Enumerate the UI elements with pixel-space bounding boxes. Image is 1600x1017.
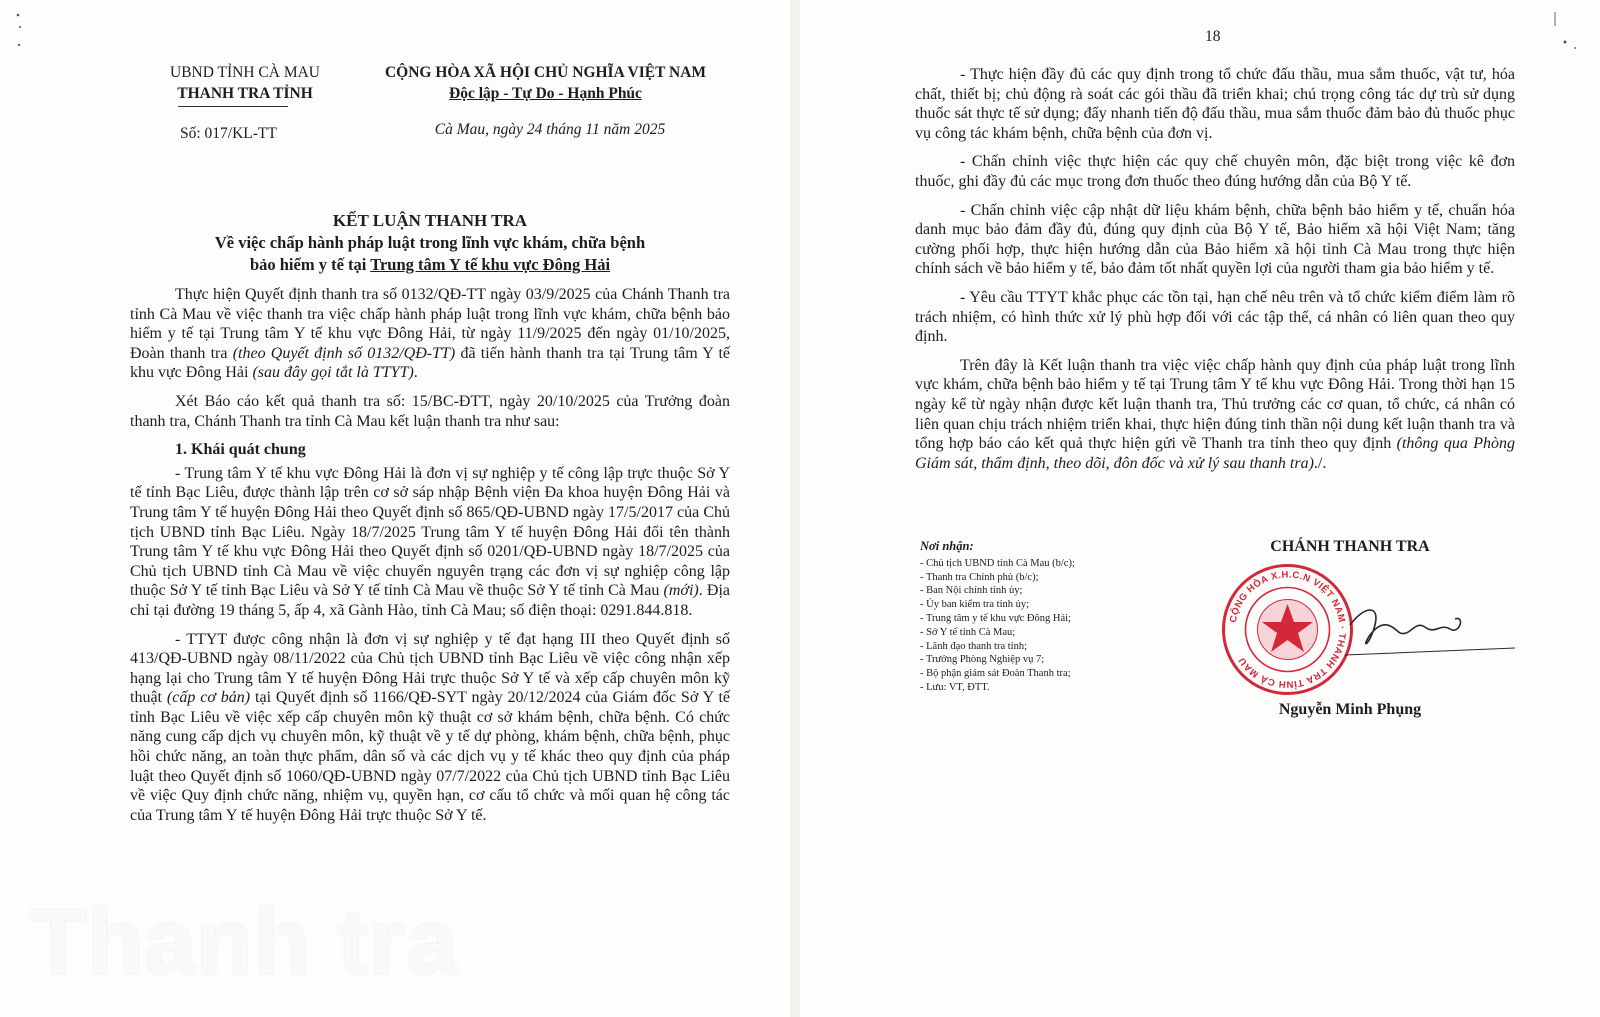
signer-name: Nguyễn Minh Phụng — [1278, 701, 1422, 718]
recipient-item: - Trưởng Phòng Nghiệp vụ 7; — [920, 653, 1220, 667]
paragraph-overview-1: - Trung tâm Y tế khu vực Đông Hải là đơn vị sự nghiệp y tế công lập trực thuộc Sở Y tế tỉnh Bạc Liêu, được thành lập trên cơ sở sáp nhập Bệnh viện Đa khoa huyện Đông Hải và Trung tâm Y tế huyện Đông Hải theo Quyết định số 865/QĐ-UBND ngày 17/5/2017 của Chủ tịch UBND tỉnh Bạc Liêu. Ngày 18/7/2025 Trung tâm Y tế huyện Đông Hải đổi tên thành Trung tâm Y tế khu vực Đông Hải theo Quyết định số 0201/QĐ-UBND ngày 18/7/2025 của Chủ tịch UBND tỉnh Cà Mau về việc chuyển nguyên trạng các đơn vị sự nghiệp công lập thuộc Sở Y tế tỉnh Bạc Liêu và Sở Y tế tỉnh Cà Mau về thuộc Sở Y tế tỉnh Cà Mau (mới). Địa chỉ tại đường 19 tháng 5, ấp 4, xã Gành Hào, tỉnh Cà Mau; số điện thoại: 0291.844.818. — [130, 464, 731, 619]
title-main: KẾT LUẬN THANH TRA — [332, 211, 528, 230]
title-subject-line2 — [130, 254, 730, 276]
handwritten-signature — [1340, 595, 1520, 665]
recipients-heading: Nơi nhận: — [920, 539, 974, 553]
org-name: THANH TRA TỈNH — [177, 85, 313, 102]
recipient-item: - Lãnh đạo thanh tra tỉnh; — [920, 640, 1220, 654]
recipient-item: - Chủ tịch UBND tỉnh Cà Mau (b/c); — [920, 557, 1220, 571]
official-seal-icon — [1220, 562, 1355, 697]
recipient-item: - Bộ phận giám sát Đoàn Thanh tra; — [920, 667, 1220, 681]
paragraph-intro: Thực hiện Quyết định thanh tra số 0132/QĐ-TT ngày 03/9/2025 của Chánh Thanh tra tỉnh Cà Mau về việc thanh tra việc chấp hành pháp luật trong lĩnh vực khám, chữa bệnh bảo hiểm y tế tại Trung tâm Y tế khu vực Đông Hải, từ ngày 11/9/2025 đến ngày 01/10/2025, Đoàn thanh tra (theo Quyết định số 0132/QĐ-TT) đã tiến hành thanh tra tại Trung tâm Y tế khu vực Đông Hải (sau đây gọi tắt là TTYT). — [130, 286, 731, 382]
org-underline — [178, 106, 288, 107]
paragraph-overview-2: - TTYT được công nhận là đơn vị sự nghiệp y tế đạt hạng III theo Quyết định số 413/QĐ-UBND ngày 08/11/2022 của Chủ tịch UBND tỉnh Bạc Liêu về việc công nhận xếp hạng lại cho Trung tâm Y tế huyện Đông Hải trực thuộc Sở Y tế và xếp cấp chuyên môn kỹ thuật (cấp cơ bản) tại Quyết định số 1166/QĐ-SYT ngày 20/12/2024 của Giám đốc Sở Y tế tỉnh Bạc Liêu về việc xếp cấp chuyên môn kỹ thuật cơ sở khám bệnh, chữa bệnh. Có chức năng cung cấp dịch vụ chuyên môn, kỹ thuật về y tế dự phòng, khám bệnh, chữa bệnh, phục hồi chức năng, an toàn thực phẩm, dân số và các dịch vụ y tế khác theo quy định của pháp luật theo Quyết định số 1060/QĐ-UBND ngày 07/7/2022 của Chủ tịch UBND tỉnh Bạc Liêu về việc Quy định chức năng, nhiệm vụ, quyền hạn, cơ cấu tổ chức và mối quan hệ công tác của Trung tâm Y tế huyện Đông Hải trực thuộc Sở Y tế. — [130, 630, 731, 824]
paragraph-recommendation-insurance-data: - Chấn chỉnh việc cập nhật dữ liệu khám bệnh, chữa bệnh bảo hiểm y tế, chuẩn hóa danh mục bảo đảm đầy đủ, đúng quy định của Bộ Y tế, Bảo hiểm xã hội Việt Nam; tăng cường phối hợp, thực hiện hướng dẫn của Bảo hiểm xã hội tỉnh Cà Mau trong thực hiện chính sách về bảo hiểm y tế, bảo đảm tốt nhất quyền lợi của người tham gia bảo hiểm y tế. — [915, 201, 1515, 278]
recipient-item: - Lưu: VT, ĐTT. — [920, 681, 1220, 695]
issuing-org-block — [150, 62, 340, 104]
svg-text:CỘNG HÒA X.H.C.N VIỆT NAM · TH: CỘNG HÒA X.H.C.N VIỆT NAM · THANH TRA TỈNH CÀ MAU — [1227, 569, 1348, 690]
paragraph-conclusion: Trên đây là Kết luận thanh tra việc việc chấp hành quy định của pháp luật trong lĩnh vực khám, chữa bệnh bảo hiểm y tế tại Trung tâm Y tế khu vực Đông Hải. Trong thời hạn 15 ngày kể từ ngày nhận được kết luận thanh tra, Thủ trưởng các cơ quan, tổ chức, cá nhân có liên quan chịu trách nhiệm triển khai, thực hiện đúng tinh thần nội dung kết luận thanh tra và tổng hợp báo cáo kết quả thực hiện gửi về Thanh tra tỉnh theo quy định (thông qua Phòng Giám sát, thẩm định, theo dõi, đôn đốc và xử lý sau thanh tra)./. — [915, 356, 1516, 472]
recipient-item: - Thanh tra Chính phủ (b/c); — [920, 571, 1220, 585]
paragraph-review: Xét Báo cáo kết quả thanh tra số: 15/BC-ĐTT, ngày 20/10/2025 của Trưởng đoàn thanh tra, Chánh Thanh tra tỉnh Cà Mau kết luận thanh tra như sau: — [130, 392, 730, 430]
publisher-watermark: Thanh tra — [30, 891, 459, 993]
scan-speck-marks — [10, 5, 50, 55]
recipients-block — [920, 540, 1220, 695]
recipients-list — [920, 557, 1220, 695]
paragraph-recommendation-accountability: - Yêu cầu TTYT khắc phục các tồn tại, hạn chế nêu trên và tổ chức kiểm điểm làm rõ trách nhiệm, có hình thức xử lý phù hợp đối với các tập thể, cá nhân có liên quan theo quy định. — [915, 288, 1515, 346]
signer-title: CHÁNH THANH TRA — [1270, 538, 1430, 555]
nation-name: CỘNG HÒA XÃ HỘI CHỦ NGHĨA VIỆT NAM — [384, 64, 707, 81]
place-date: Cà Mau, ngày 24 tháng 11 năm 2025 — [434, 121, 666, 138]
recipient-item: - Ban Nội chính tỉnh ủy; — [920, 584, 1220, 598]
recipient-item: - Ủy ban kiểm tra tỉnh ủy; — [920, 598, 1220, 612]
national-header — [358, 62, 733, 104]
recipient-item: - Trung tâm y tế khu vực Đông Hải; — [920, 612, 1220, 626]
page-gutter — [790, 0, 800, 1017]
section-heading-overview: 1. Khái quát chung — [175, 441, 306, 459]
document-body-left — [130, 285, 730, 834]
document-number: Số: 017/KL-TT — [180, 125, 277, 142]
scan-speck-marks — [1535, 10, 1585, 55]
document-title — [130, 210, 730, 276]
page-number: 18 — [1205, 28, 1221, 45]
org-parent: UBND TỈNH CÀ MAU — [170, 64, 320, 81]
title-subject-line1: Về việc chấp hành pháp luật trong lĩnh vực khám, chữa bệnh — [214, 233, 646, 252]
document-page-left — [0, 0, 790, 1017]
title-subject-unit: Trung tâm Y tế khu vực Đông Hải — [370, 255, 611, 274]
title-subject-prefix: bảo hiểm y tế tại — [249, 255, 371, 274]
document-body-right — [915, 65, 1515, 482]
recipient-item: - Sở Y tế tỉnh Cà Mau; — [920, 626, 1220, 640]
paragraph-recommendation-prescriptions: - Chấn chỉnh việc thực hiện các quy chế chuyên môn, đặc biệt trong việc kê đơn thuốc, ghi đầy đủ các mục trong đơn thuốc theo đúng hướng dẫn của Bộ Y tế. — [915, 153, 1515, 190]
national-motto: Độc lập - Tự Do - Hạnh Phúc — [449, 85, 642, 102]
paragraph-recommendation-bidding: - Thực hiện đầy đủ các quy định trong tổ chức đấu thầu, mua sắm thuốc, vật tư, hóa chất, thiết bị; chủ động rà soát các gói thầu đã triển khai; chú trọng công tác dự trù sử dụng thuốc sát thực tế sử dụng; đẩy nhanh tiến độ đấu thầu, mua sắm thuốc đảm bảo đủ thuốc phục vụ công tác khám bệnh, chữa bệnh của đơn vị. — [915, 66, 1515, 142]
